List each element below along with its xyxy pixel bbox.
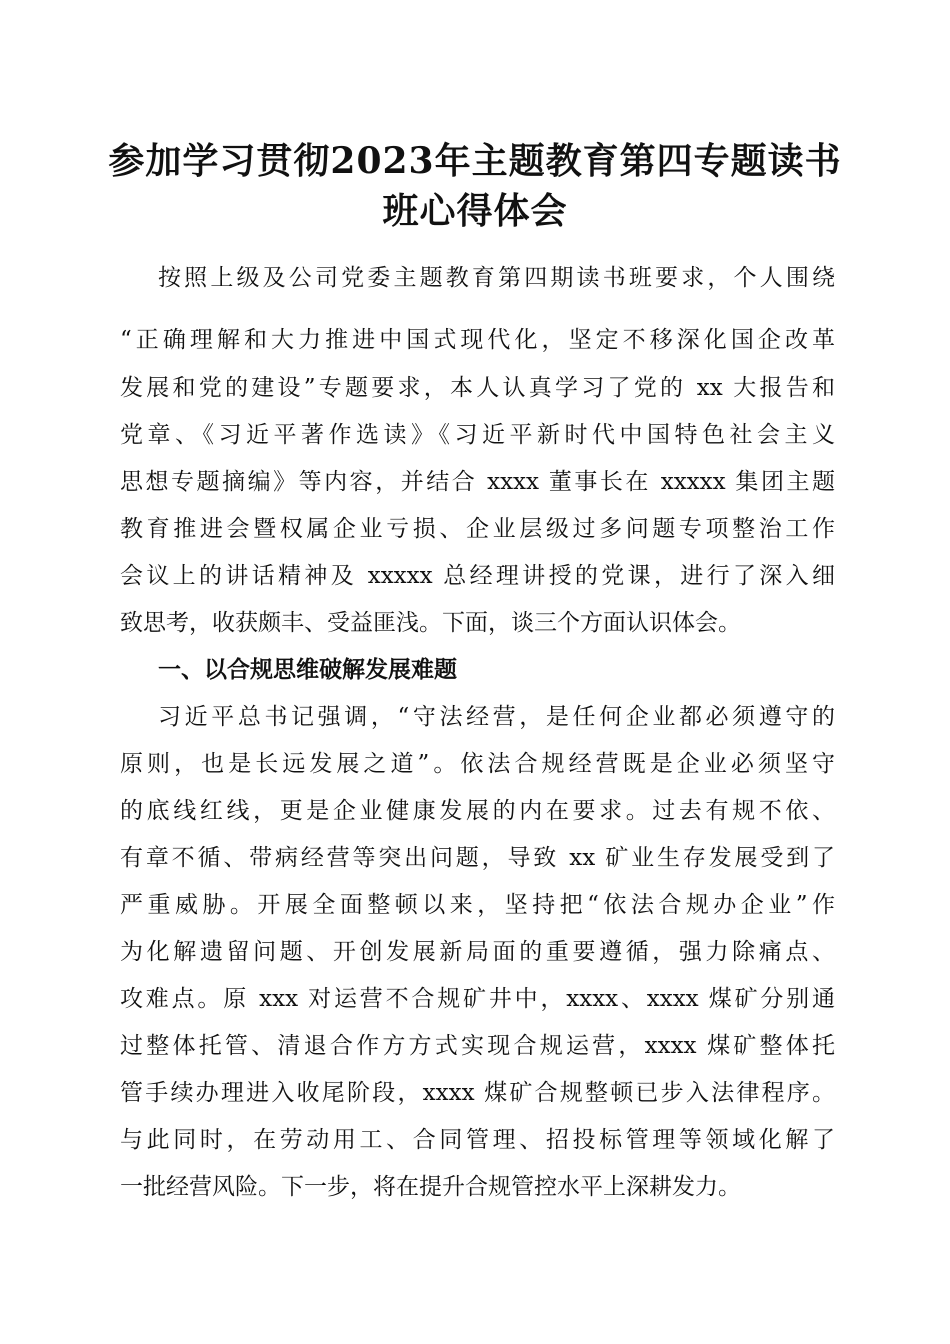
paragraph-1-line: 思想专题摘编》等内容，并结合 xxxx 董事长在 xxxxx 集团主题 [120, 469, 835, 495]
section-heading: 一、以合规思维破解发展难题 [158, 657, 457, 683]
paragraph-2-line: 为化解遗留问题、开创发展新局面的重要遵循，强力除痛点、 [120, 939, 835, 965]
paragraph-2-line: 过整体托管、清退合作方方式实现合规运营，xxxx 煤矿整体托 [120, 1033, 835, 1059]
paragraph-1-line: 会议上的讲话精神及 xxxxx 总经理讲授的党课，进行了深入细 [120, 563, 835, 589]
paragraph-2-line: 的底线红线，更是企业健康发展的内在要求。过去有规不依、 [120, 798, 835, 824]
document-title [100, 136, 850, 236]
paragraph-1-line: 党章、《习近平著作选读》《习近平新时代中国特色社会主义 [120, 422, 835, 448]
paragraph-2-line: 管手续办理进入收尾阶段，xxxx 煤矿合规整顿已步入法律程序。 [120, 1080, 835, 1106]
paragraph-2-line: 与此同时，在劳动用工、合同管理、招投标管理等领域化解了 [120, 1127, 835, 1153]
title-line: 参加学习贯彻2023年主题教育第四专题读书 [108, 140, 842, 182]
paragraph-1-line: 按照上级及公司党委主题教育第四期读书班要求，个人围绕 [158, 265, 835, 291]
paragraph-1-line: “正确理解和大力推进中国式现代化，坚定不移深化国企改革 [120, 327, 835, 353]
title-line: 班心得体会 [382, 190, 568, 232]
paragraph-2-line: 原则，也是长远发展之道”。依法合规经营既是企业必须坚守 [120, 751, 835, 777]
paragraph-2-line: 攻难点。原 xxx 对运营不合规矿井中，xxxx、xxxx 煤矿分别通 [120, 986, 835, 1012]
paragraph-1-line: 致思考，收获颇丰、受益匪浅。下面，谈三个方面认识体会。 [120, 610, 741, 636]
paragraph-1-line: 发展和党的建设”专题要求，本人认真学习了党的 xx 大报告和 [120, 375, 835, 401]
paragraph-2-line: 有章不循、带病经营等突出问题，导致 xx 矿业生存发展受到了 [120, 845, 835, 871]
paragraph-1-line: 教育推进会暨权属企业亏损、企业层级过多问题专项整治工作 [120, 516, 835, 542]
paragraph-2-line: 一批经营风险。下一步，将在提升合规管控水平上深耕发力。 [120, 1174, 741, 1200]
paragraph-2-line: 严重威胁。开展全面整顿以来，坚持把“依法合规办企业”作 [120, 892, 835, 918]
paragraph-2-line: 习近平总书记强调，“守法经营，是任何企业都必须遵守的 [158, 704, 835, 730]
